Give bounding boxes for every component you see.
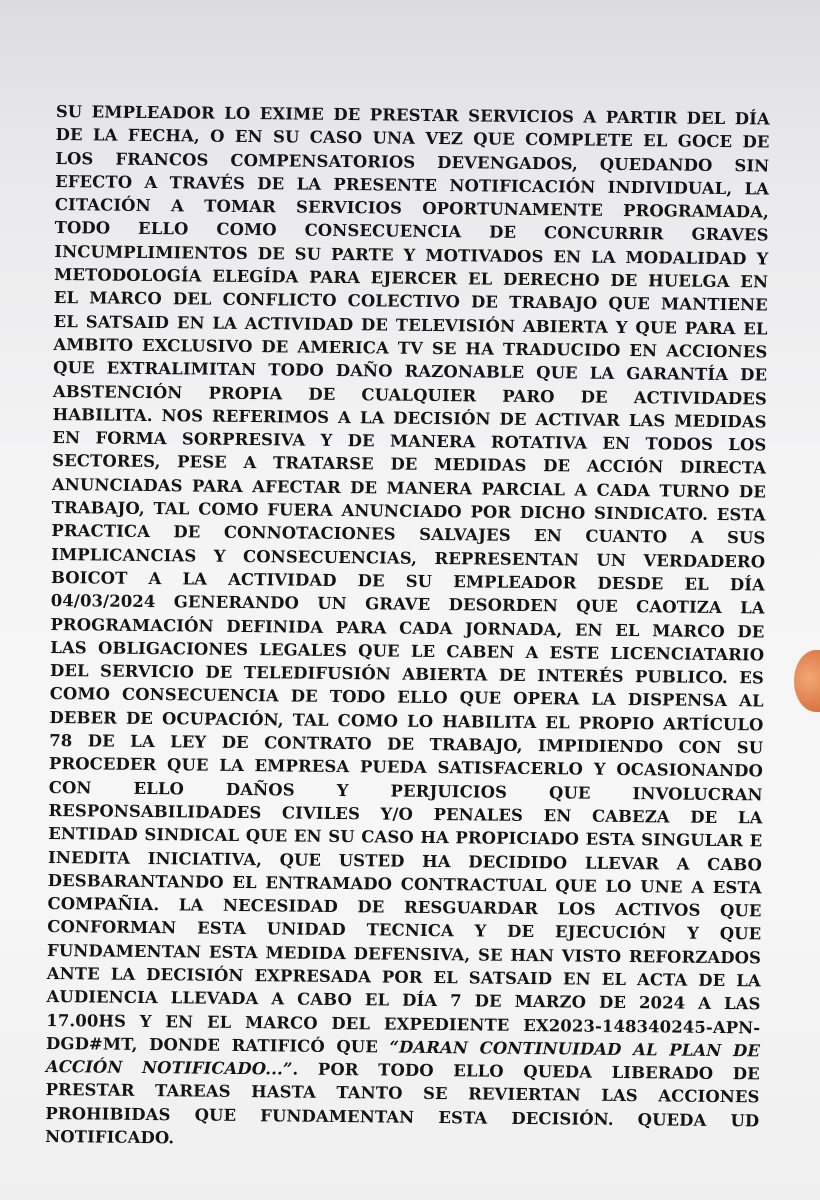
text-line: TRABAJO, TAL COMO FUERA ANUNCIADO POR DICHO SINDICATO. ESTA	[51, 498, 766, 525]
text-segment: DGD#MT, DONDE RATIFICÓ QUE	[46, 1033, 390, 1057]
text-line: ANUNCIADAS PARA AFECTAR DE MANERA PARCIAL A CADA TURNO DE	[51, 474, 767, 502]
text-line: COMPAÑIA. LA NECESIDAD DE RESGUARDAR LOS ACTIVOS QUE	[47, 894, 762, 921]
text-line: DESBARANTANDO EL ENTRAMADO CONTRACTUAL QUE LO UNE A ESTA	[47, 870, 762, 898]
text-line: PROGRAMACIÓN DEFINIDA PARA CADA JORNADA, EN EL MARCO DE	[50, 614, 765, 641]
text-segment: . POR TODO ELLO QUEDA LIBERADO DE	[292, 1059, 760, 1084]
text-line: 78 DE LA LEY DE CONTRATO DE TRABAJO, IMPIDIENDO CON SU	[49, 730, 764, 758]
text-line: ENTIDAD SINDICAL QUE EN SU CASO HA PROPICIADO ESTA SINGULAR E	[48, 824, 763, 851]
text-line: METODOLOGÍA ELEGÍDA PARA EJERCER EL DERECHO DE HUELGA EN	[54, 265, 769, 292]
text-line: LOS FRANCOS COMPENSATORIOS DEVENGADOS, QUEDANDO SIN	[55, 148, 770, 176]
text-line: RESPONSABILIDADES CIVILES Y/O PENALES EN CABEZA DE LA	[48, 800, 763, 828]
text-line: SU EMPLEADOR LO EXIME DE PRESTAR SERVICIOS A PARTIR DEL DÍA	[55, 101, 770, 129]
text-line: IMPLICANCIAS Y CONSECUENCIAS, REPRESENTAN UN VERDADERO	[51, 544, 766, 572]
text-line: SECTORES, PESE A TRATARSE DE MEDIDAS DE ACCIÓN DIRECTA	[52, 451, 767, 478]
text-line: FUNDAMENTAN ESTA MEDIDA DEFENSIVA, SE HAN VISTO REFORZADOS	[46, 940, 762, 968]
text-line: DEBER DE OCUPACIÓN, TAL COMO LO HABILITA EL PROPIO ARTÍCULO	[49, 707, 764, 735]
text-line: COMO CONSECUENCIA DE TODO ELLO QUE OPERA LA DISPENSA AL	[49, 684, 764, 711]
text-line: EL MARCO DEL CONFLICTO COLECTIVO DE TRABAJO QUE MANTIENE	[53, 288, 768, 315]
text-line: EN FORMA SORPRESIVA Y DE MANERA ROTATIVA EN TODOS LOS	[52, 428, 767, 455]
text-line: DEL SERVICIO DE TELEDIFUSIÓN ABIERTA DE INTERÉS PUBLICO. ES	[49, 661, 765, 688]
text-line: PROCEDER QUE LA EMPRESA PUEDA SATISFACERLO Y OCASIONANDO	[48, 754, 764, 781]
text-line: INEDITA INICIATIVA, QUE USTED HA DECIDIDO LLEVAR A CABO	[47, 847, 763, 874]
text-line: EL SATSAID EN LA ACTIVIDAD DE TELEVISIÓN ABIERTA Y QUE PARA EL	[53, 311, 768, 339]
text-line: ABSTENCIÓN PROPIA DE CUALQUIER PARO DE ACTIVIDADES	[52, 381, 768, 409]
text-line: PROHIBIDAS QUE FUNDAMENTAN ESTA DECISIÓN. QUEDA UD	[45, 1103, 760, 1131]
text-line: AMBITO EXCLUSIVO DE AMERICA TV SE HA TRADUCIDO EN ACCIONES	[53, 334, 768, 362]
text-line: PRACTICA DE CONNOTACIONES SALVAJES EN CUANTO A SUS	[51, 521, 766, 548]
text-line: TODO ELLO COMO CONSECUENCIA DE CONCURRIR GRAVES	[54, 218, 769, 245]
text-line: LAS OBLIGACIONES LEGALES QUE LE CABEN A ESTE LICENCIATARIO	[50, 637, 765, 665]
text-line: 04/03/2024 GENERANDO UN GRAVE DESORDEN QUE CAOTIZA LA	[50, 591, 765, 618]
text-line: AUDIENCIA LLEVADA A CABO EL DÍA 7 DE MARZO DE 2024 A LAS	[46, 987, 761, 1014]
quoted-text: “DARAN CONTINUIDAD AL PLAN DE	[389, 1037, 761, 1061]
text-line: DE LA FECHA, O EN SU CASO UNA VEZ QUE COMPLETE EL GOCE DE	[55, 125, 770, 152]
text-line: CONFORMAN ESTA UNIDAD TECNICA Y DE EJECUCIÓN Y QUE	[47, 917, 762, 944]
finger-thumb	[794, 650, 820, 712]
text-line: BOICOT A LA ACTIVIDAD DE SU EMPLEADOR DESDE EL DÍA	[50, 567, 766, 595]
text-line: PRESTAR TAREAS HASTA TANTO SE REVIERTAN LAS ACCIONES	[45, 1080, 760, 1107]
text-line: HABILITA. NOS REFERIMOS A LA DECISIÓN DE ACTIVAR LAS MEDIDAS	[52, 404, 767, 432]
text-line: QUE EXTRALIMITAN TODO DAÑO RAZONABLE QUE LA GARANTÍA DE	[53, 358, 768, 385]
quoted-text: ACCIÓN NOTIFICADO...”	[45, 1057, 293, 1079]
text-line-final: NOTIFICADO.	[45, 1127, 175, 1148]
text-line: CITACIÓN A TOMAR SERVICIOS OPORTUNAMENTE PROGRAMADA,	[54, 195, 769, 222]
text-line: INCUMPLIMIENTOS DE SU PARTE Y MOTIVADOS EN LA MODALIDAD Y	[54, 241, 769, 269]
text-line: ANTE LA DECISIÓN EXPRESADA POR EL SATSAID EN EL ACTA DE LA	[46, 963, 761, 991]
notification-text	[45, 100, 770, 1156]
text-line: 17.00HS Y EN EL MARCO DEL EXPEDIENTE EX2023-148340245-APN-	[46, 1010, 761, 1038]
text-line: CON ELLO DAÑOS Y PERJUICIOS QUE INVOLUCRAN	[48, 777, 763, 805]
text-line: EFECTO A TRAVÉS DE LA PRESENTE NOTIFICACIÓN INDIVIDUAL, LA	[55, 171, 770, 199]
